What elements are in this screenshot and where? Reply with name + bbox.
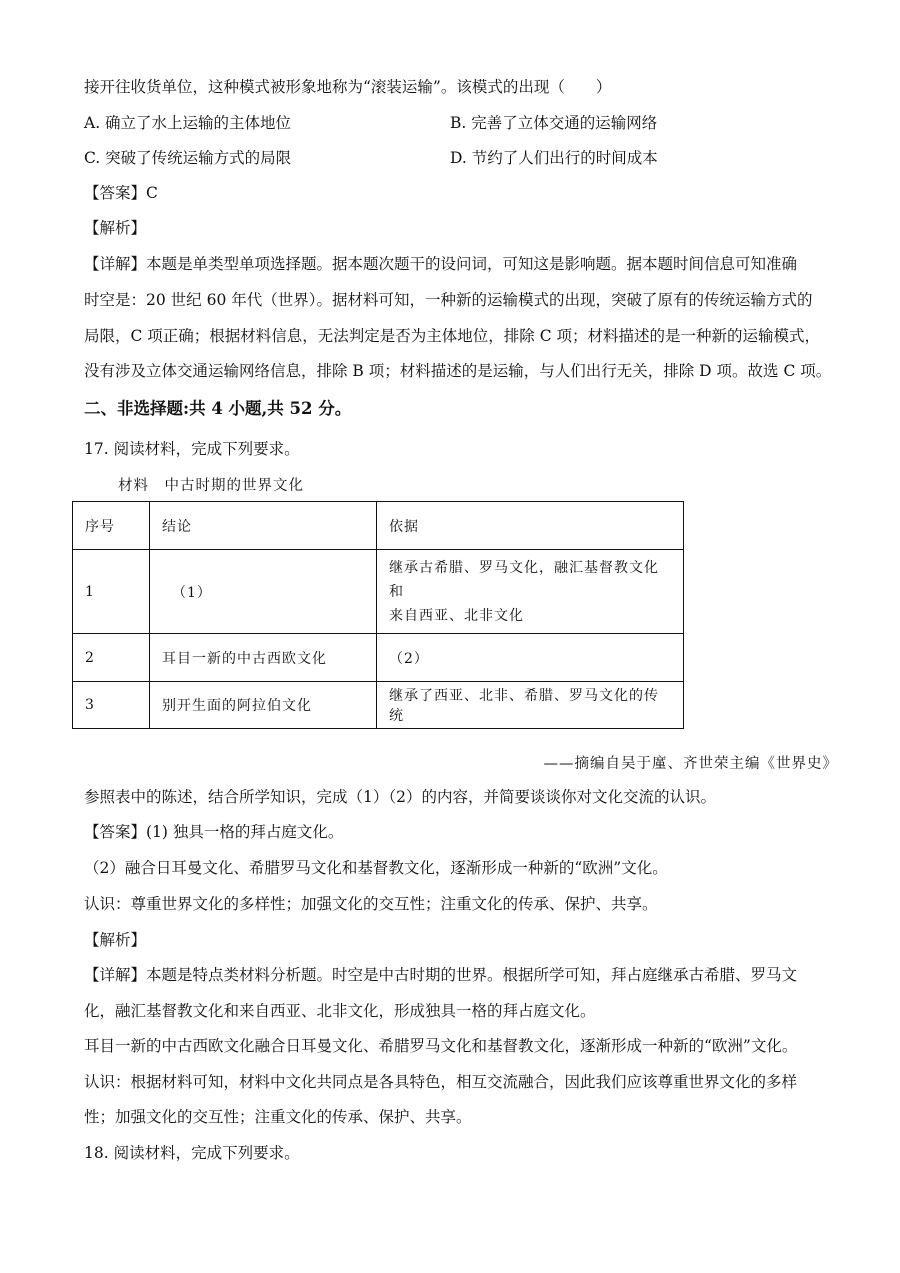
table-row bbox=[73, 634, 684, 682]
table-header-cell: 序号 bbox=[73, 502, 150, 550]
option-c: C. 突破了传统运输方式的局限 bbox=[84, 149, 292, 167]
question-17-detail-line: 性；加强文化的交互性；注重文化的传承、保护、共享。 bbox=[84, 1108, 472, 1126]
question-17-stem: 17. 阅读材料，完成下列要求。 bbox=[84, 440, 300, 458]
question-16-detail-line: 局限，C 项正确；根据材料信息，无法判定是否为主体地位，排除 C 项；材料描述的是一种新的运输模式， bbox=[84, 327, 821, 345]
table-cell-basis: （2） bbox=[377, 634, 684, 682]
section-title: 二、非选择题:共 4 小题,共 52 分。 bbox=[84, 399, 352, 418]
table-header-row bbox=[73, 502, 684, 550]
question-16-analysis-tag: 【解析】 bbox=[84, 219, 147, 237]
question-16-stem: 接开往收货单位，这种模式被形象地称为“滚装运输”。该模式的出现（ ） bbox=[84, 78, 612, 96]
question-17-requirement: 参照表中的陈述，结合所学知识，完成（1）（2）的内容，并简要谈谈你对文化交流的认识。 bbox=[84, 788, 716, 806]
table-cell-basis bbox=[377, 550, 684, 634]
question-17-answer-line: 【答案】(1) 独具一格的拜占庭文化。 bbox=[84, 823, 344, 841]
question-16-detail-line: 时空是：20 世纪 60 年代（世界）。据材料可知，一种新的运输模式的出现，突破了原有的传统运输方式的 bbox=[84, 291, 813, 309]
question-17-detail-line: 【详解】本题是特点类材料分析题。时空是中古时期的世界。根据所学可知，拜占庭继承古希腊、罗马文 bbox=[84, 966, 798, 984]
table-row bbox=[73, 550, 684, 634]
material-source: ——摘编自吴于廑、齐世荣主编《世界史》 bbox=[543, 756, 838, 772]
basis-line: 继承古希腊、罗马文化，融汇基督教文化和 bbox=[389, 559, 659, 600]
question-17-detail-line: 耳目一新的中古西欧文化融合日耳曼文化、希腊罗马文化和基督教文化，逐渐形成一种新的“欧洲”文化。 bbox=[84, 1037, 798, 1055]
material-caption: 材料 中古时期的世界文化 bbox=[118, 478, 304, 494]
basis-line: 来自西亚、北非文化 bbox=[389, 607, 524, 624]
question-17-analysis-tag: 【解析】 bbox=[84, 931, 147, 949]
material-table bbox=[72, 501, 684, 729]
table-header-cell: 依据 bbox=[377, 502, 684, 550]
question-17-answer-line: 认识：尊重世界文化的多样性；加强文化的交互性；注重文化的传承、保护、共享。 bbox=[84, 895, 658, 913]
question-16-answer: 【答案】C bbox=[84, 184, 158, 202]
table-header-cell: 结论 bbox=[150, 502, 377, 550]
question-18-stem: 18. 阅读材料，完成下列要求。 bbox=[84, 1144, 300, 1162]
option-b: B. 完善了立体交通的运输网络 bbox=[450, 114, 658, 132]
table-row bbox=[73, 682, 684, 729]
table-cell-conclusion: 别开生面的阿拉伯文化 bbox=[150, 682, 377, 729]
question-16-detail-line: 没有涉及立体交通运输网络信息，排除 B 项；材料描述的是运输，与人们出行无关，排除 D 项。故选 C 项。 bbox=[84, 362, 832, 380]
question-17-answer-line: （2）融合日耳曼文化、希腊罗马文化和基督教文化，逐渐形成一种新的“欧洲”文化。 bbox=[84, 859, 668, 877]
table-cell-no: 3 bbox=[73, 682, 150, 729]
option-a: A. 确立了水上运输的主体地位 bbox=[84, 114, 292, 132]
question-17-detail-line: 化，融汇基督教文化和来自西亚、北非文化，形成独具一格的拜占庭文化。 bbox=[84, 1002, 596, 1020]
table-cell-basis: 继承了西亚、北非、希腊、罗马文化的传统 bbox=[377, 682, 684, 729]
question-16-detail-line: 【详解】本题是单类型单项选择题。据本题次题干的设问词，可知这是影响题。据本题时间信息可知准确 bbox=[84, 255, 798, 273]
option-d: D. 节约了人们出行的时间成本 bbox=[450, 149, 658, 167]
table-cell-no: 1 bbox=[73, 550, 150, 634]
question-17-detail-line: 认识：根据材料可知，材料中文化共同点是各具特色，相互交流融合，因此我们应该尊重世界文化的多样 bbox=[84, 1073, 798, 1091]
table-cell-conclusion: （1） bbox=[150, 550, 377, 634]
table-cell-conclusion: 耳目一新的中古西欧文化 bbox=[150, 634, 377, 682]
table-cell-no: 2 bbox=[73, 634, 150, 682]
